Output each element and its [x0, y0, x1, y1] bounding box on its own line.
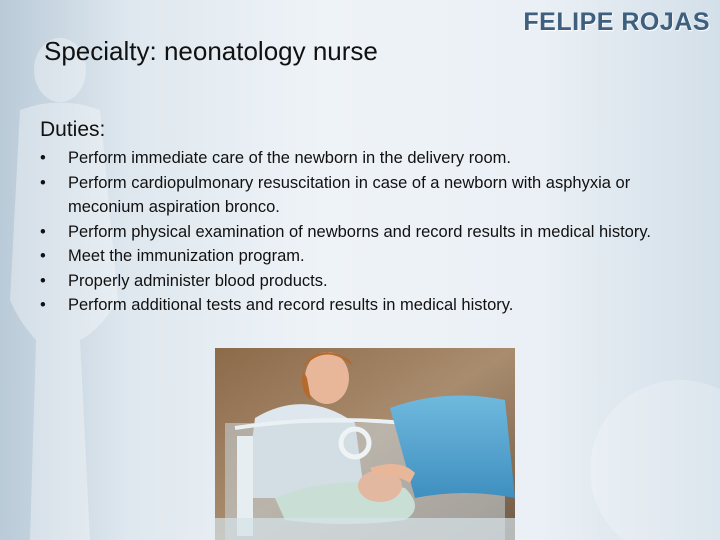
duty-item	[40, 293, 680, 318]
duty-item	[40, 220, 680, 245]
duty-item	[40, 171, 680, 220]
duty-item	[40, 146, 680, 171]
duty-item	[40, 244, 680, 269]
bullet-icon: •	[40, 222, 46, 241]
bullet-icon: •	[40, 271, 46, 290]
person-name: FELIPE ROJAS	[523, 8, 710, 36]
bullet-icon: •	[40, 173, 46, 192]
duties-list	[40, 146, 680, 318]
duty-item	[40, 269, 680, 294]
bullet-icon: •	[40, 296, 46, 314]
bullet-icon: •	[40, 149, 46, 167]
duties-heading: Duties:	[40, 118, 106, 141]
duty-text: Perform additional tests and record results in medical history.	[68, 296, 514, 314]
duty-text: Perform physical examination of newborns and record results in medical history.	[68, 222, 651, 241]
bullet-icon: •	[40, 247, 46, 265]
nurse-incubator-photo	[215, 348, 515, 540]
duty-text: Perform cardiopulmonary resuscitation in case of a newborn with asphyxia or meconium aspiration bronco.	[68, 173, 631, 216]
duty-text: Perform immediate care of the newborn in the delivery room.	[68, 149, 511, 167]
duty-text: Meet the immunization program.	[68, 247, 305, 265]
duty-text: Properly administer blood products.	[68, 271, 328, 290]
specialty-title: Specialty: neonatology nurse	[44, 36, 378, 66]
